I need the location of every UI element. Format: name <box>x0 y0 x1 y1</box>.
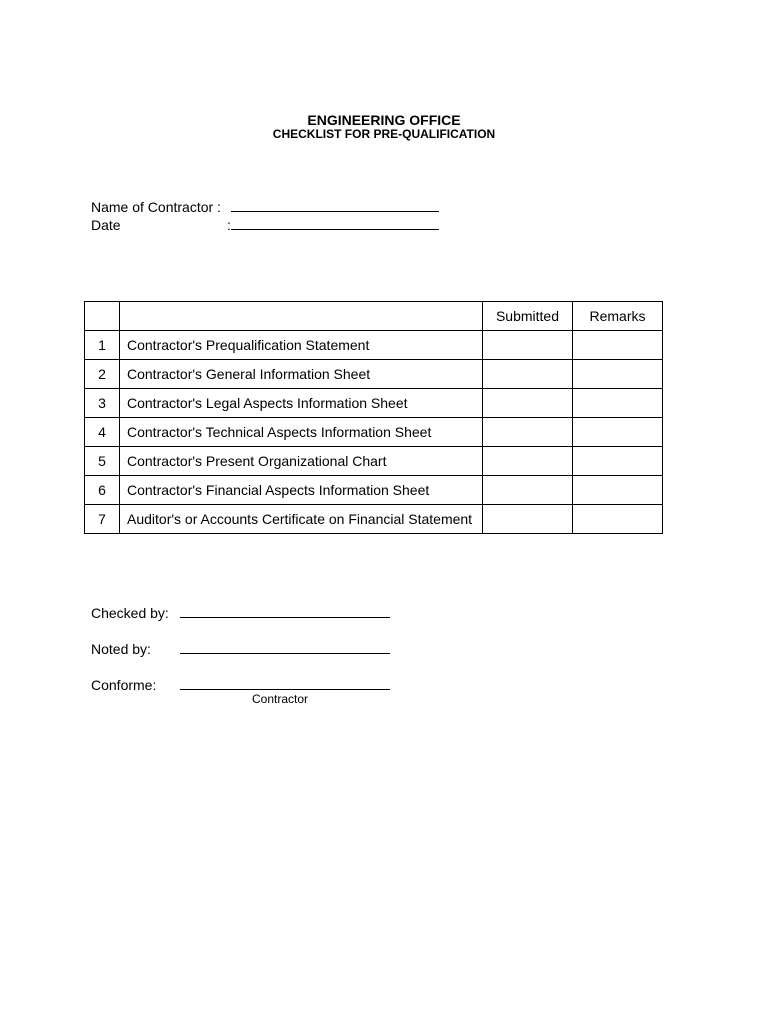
checklist-table <box>84 301 663 534</box>
table-row <box>85 360 663 389</box>
remarks-cell[interactable] <box>573 447 663 476</box>
date-label: Date <box>91 217 121 233</box>
row-number: 2 <box>85 360 120 389</box>
row-item: Contractor's Legal Aspects Information Sheet <box>120 389 483 418</box>
header-remarks: Remarks <box>573 302 663 331</box>
submitted-cell[interactable] <box>483 418 573 447</box>
document-title: ENGINEERING OFFICE <box>307 112 461 128</box>
remarks-cell[interactable] <box>573 389 663 418</box>
submitted-cell[interactable] <box>483 360 573 389</box>
conforme-caption: Contractor <box>251 692 309 706</box>
submitted-cell[interactable] <box>483 331 573 360</box>
remarks-cell[interactable] <box>573 505 663 534</box>
table-row <box>85 389 663 418</box>
submitted-cell[interactable] <box>483 447 573 476</box>
row-number: 1 <box>85 331 120 360</box>
table-row <box>85 447 663 476</box>
row-number: 6 <box>85 476 120 505</box>
header-num <box>85 302 120 331</box>
noted-by-row <box>91 639 390 658</box>
contractor-name-line[interactable] <box>231 197 439 212</box>
row-item: Contractor's Financial Aspects Information Sheet <box>120 476 483 505</box>
date-label-wrap <box>91 216 231 234</box>
remarks-cell[interactable] <box>573 360 663 389</box>
checked-by-label: Checked by: <box>91 605 169 621</box>
checked-by-row <box>91 603 390 622</box>
row-item: Contractor's Prequalification Statement <box>120 331 483 360</box>
table-row <box>85 331 663 360</box>
row-item: Contractor's Technical Aspects Information Sheet <box>120 418 483 447</box>
table-row <box>85 476 663 505</box>
document-subtitle: CHECKLIST FOR PRE-QUALIFICATION <box>272 127 496 141</box>
table-row <box>85 418 663 447</box>
submitted-cell[interactable] <box>483 476 573 505</box>
noted-by-line[interactable] <box>180 639 390 654</box>
submitted-cell[interactable] <box>483 389 573 418</box>
row-item: Contractor's Present Organizational Chart <box>120 447 483 476</box>
table-header-row <box>85 302 663 331</box>
conforme-label: Conforme: <box>91 677 157 693</box>
row-number: 7 <box>85 505 120 534</box>
conforme-line[interactable] <box>180 675 390 690</box>
remarks-cell[interactable] <box>573 476 663 505</box>
row-item: Contractor's General Information Sheet <box>120 360 483 389</box>
date-colon: : <box>227 217 231 233</box>
header-item <box>120 302 483 331</box>
date-row <box>91 215 439 234</box>
row-number: 3 <box>85 389 120 418</box>
table-row <box>85 505 663 534</box>
remarks-cell[interactable] <box>573 418 663 447</box>
row-number: 4 <box>85 418 120 447</box>
row-number: 5 <box>85 447 120 476</box>
row-item: Auditor's or Accounts Certificate on Financial Statement <box>120 505 483 534</box>
contractor-name-label: Name of Contractor : <box>91 199 221 215</box>
submitted-cell[interactable] <box>483 505 573 534</box>
noted-by-label: Noted by: <box>91 641 151 657</box>
contractor-name-row <box>91 197 439 216</box>
remarks-cell[interactable] <box>573 331 663 360</box>
checked-by-line[interactable] <box>180 603 390 618</box>
date-line[interactable] <box>231 215 439 230</box>
header-submitted: Submitted <box>483 302 573 331</box>
